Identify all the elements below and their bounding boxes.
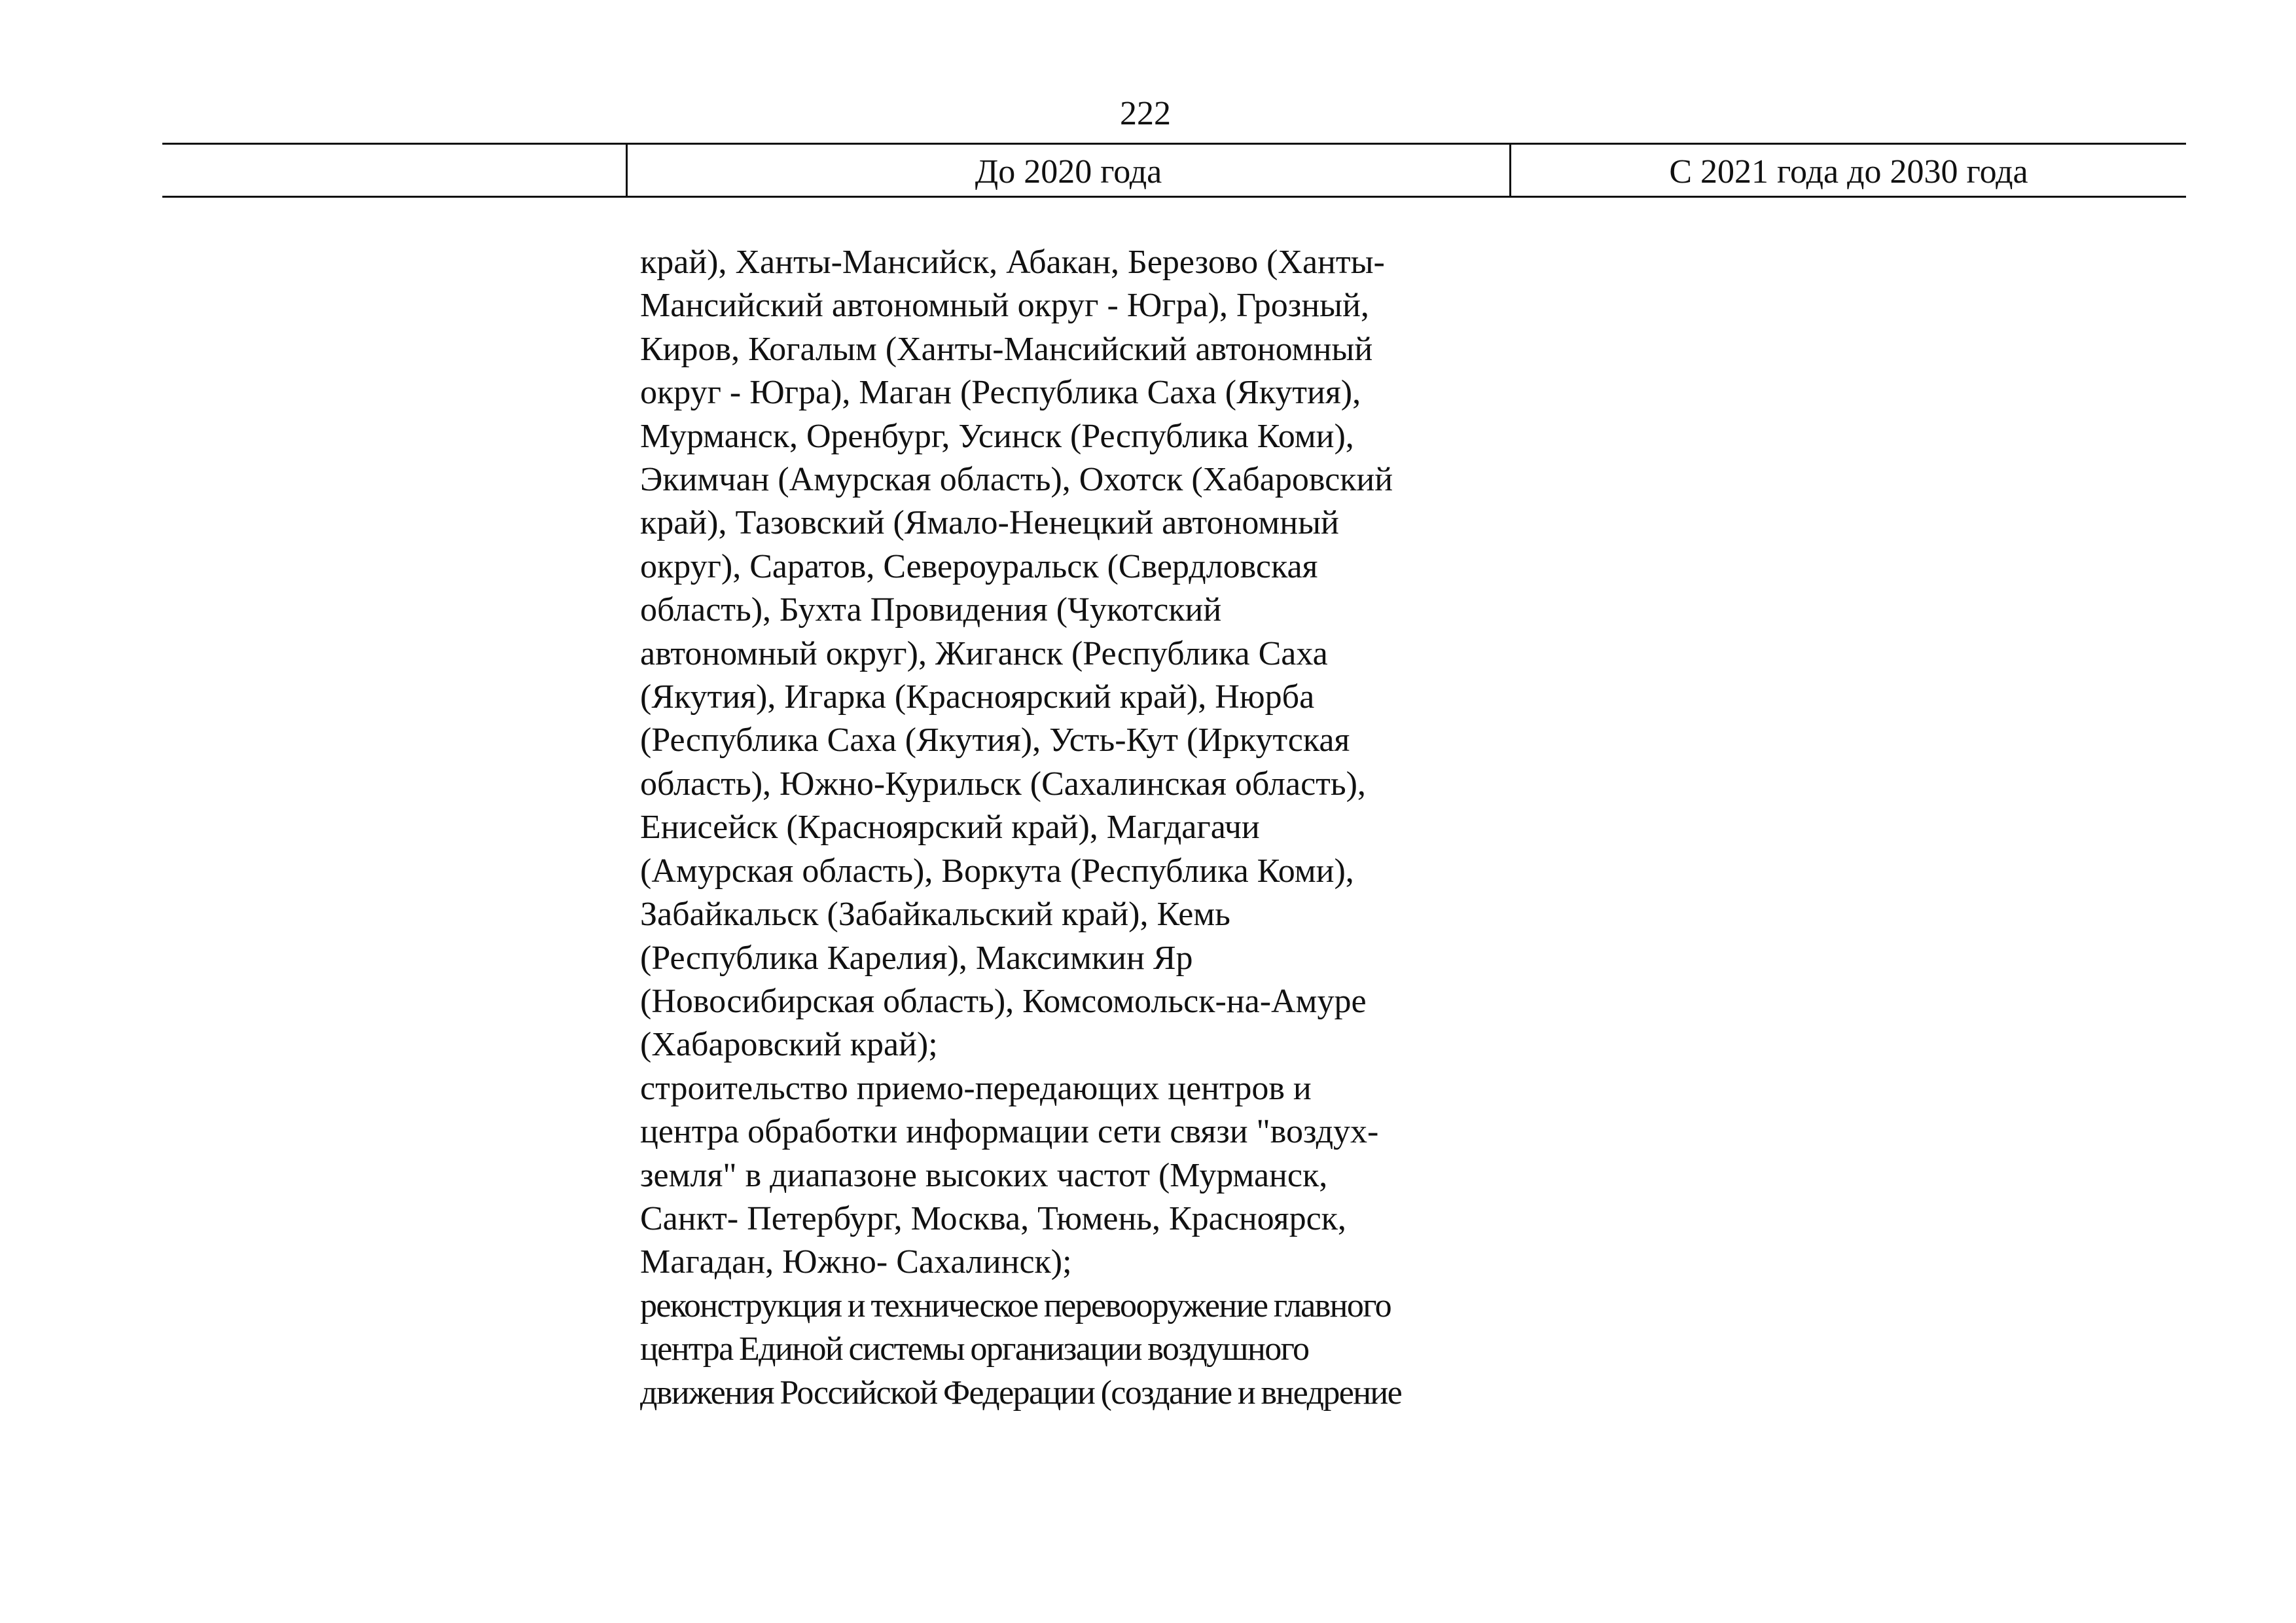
text-line: центра обработки информации сети связи "воздух- (640, 1113, 1379, 1151)
text-line: Магадан, Южно- Сахалинск); (640, 1243, 1072, 1281)
text-line: (Республика Карелия), Максимкин Яр (640, 939, 1193, 977)
page-number: 222 (1120, 95, 1171, 132)
text-line: область), Южно-Курильск (Сахалинская область), (640, 765, 1366, 803)
text-line: (Новосибирская область), Комсомольск-на-Амуре (640, 982, 1367, 1020)
text-line: земля" в диапазоне высоких частот (Мурманск, (640, 1156, 1328, 1194)
text-line: движения Российской Федерации (создание и внедрение (640, 1374, 1402, 1412)
text-line: реконструкция и техническое перевооружение главного (640, 1286, 1391, 1324)
text-line: край), Тазовский (Ямало-Ненецкий автономный (640, 504, 1339, 542)
text-line: Забайкальск (Забайкальский край), Кемь (640, 896, 1230, 934)
text-line: Мурманск, Оренбург, Усинск (Республика Коми), (640, 417, 1354, 455)
table-header (162, 143, 2186, 198)
text-line: округ - Югра), Маган (Республика Саха (Якутия), (640, 374, 1361, 412)
text-line: Енисейск (Красноярский край), Магдагачи (640, 809, 1260, 847)
text-line: Киров, Когалым (Ханты-Мансийский автономный (640, 330, 1373, 368)
text-line: край), Ханты-Мансийск, Абакан, Березово (Ханты- (640, 244, 1385, 281)
text-line: округ), Саратов, Североуральск (Свердловская (640, 547, 1318, 585)
text-line: строительство приемо-передающих центров и (640, 1069, 1312, 1107)
text-line: (Якутия), Игарка (Красноярский край), Нюрба (640, 678, 1315, 716)
text-line: центра Единой системы организации воздушного (640, 1330, 1309, 1368)
text-line: Экимчан (Амурская область), Охотск (Хабаровский (640, 461, 1393, 499)
text-line: (Хабаровский край); (640, 1026, 938, 1064)
column-header-until-2020: До 2020 года (975, 153, 1162, 191)
text-line: автономный округ), Жиганск (Республика Саха (640, 634, 1328, 672)
column-header-2021-2030: С 2021 года до 2030 года (1669, 153, 2028, 191)
table-cell-text (640, 241, 1511, 1415)
text-line: Мансийский автономный округ - Югра), Грозный, (640, 287, 1369, 325)
text-line: (Республика Саха (Якутия), Усть-Кут (Иркутская (640, 721, 1350, 759)
text-line: Санкт- Петербург, Москва, Тюмень, Красноярск, (640, 1199, 1346, 1237)
text-line: область), Бухта Провидения (Чукотский (640, 591, 1222, 629)
text-line: (Амурская область), Воркута (Республика Коми), (640, 852, 1354, 890)
